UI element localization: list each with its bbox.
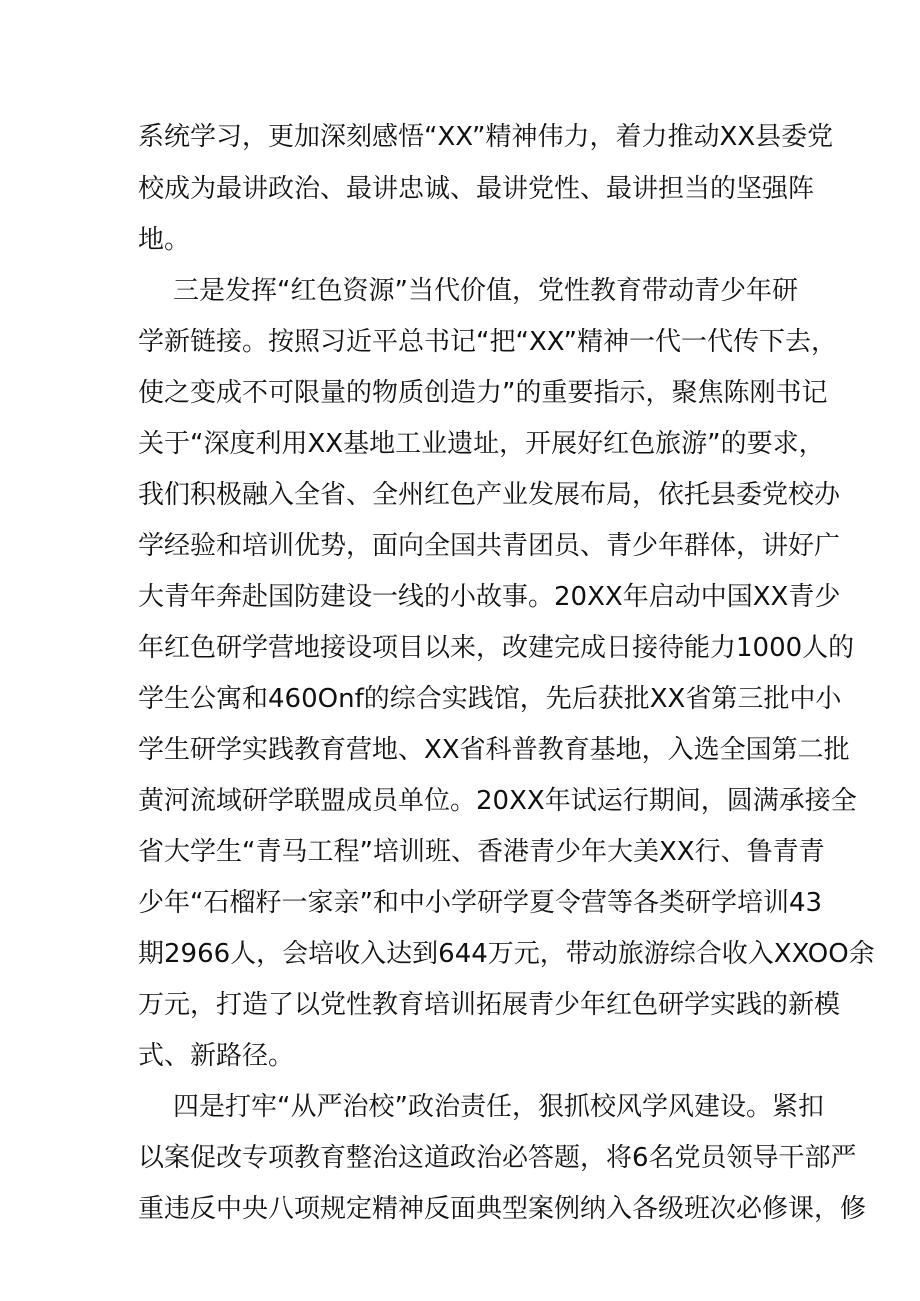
- text-line: 年红色研学营地接设项目以来，改建完成日接待能力1000人的: [138, 633, 855, 663]
- text-line: 关于“深度利用XX基地工业遗址，开展好红色旅游”的要求，: [138, 429, 825, 459]
- text-line: 三是发挥“红色资源”当代价值，党性教育带动青少年研: [173, 276, 798, 306]
- text-line: 学生公寓和460Onf的综合实践馆，先后获批XX省第三批中小: [138, 684, 842, 714]
- text-line: 大青年奔赴国防建设一线的小故事。20XX年启动中国XX青少: [138, 582, 841, 612]
- text-line: 黄河流域研学联盟成员单位。20XX年试运行期间，圆满承接全: [138, 786, 857, 816]
- text-line: 少年“石榴籽一家亲”和中小学研学夏令营等各类研学培训43: [138, 888, 823, 918]
- text-line: 校成为最讲政治、最讲忠诚、最讲党性、最讲担当的坚强阵: [138, 174, 815, 204]
- text-line: 使之变成不可限量的物质创造力”的重要指示，聚焦陈刚书记: [138, 378, 828, 408]
- text-line: 重违反中央八项规定精神反面典型案例纳入各级班次必修课，修: [138, 1194, 867, 1224]
- text-line: 省大学生“青马工程”培训班、香港青少年大美XX行、鲁青青: [138, 837, 825, 867]
- text-line: 四是打牢“从严治校”政治责任，狠抓校风学风建设。紧扣: [173, 1092, 824, 1122]
- text-line: 地。: [138, 225, 191, 255]
- text-line: 万元，打造了以党性教育培训拓展青少年红色研学实践的新模: [138, 990, 841, 1020]
- text-line: 学生研学实践教育营地、XX省科普教育基地，入选全国第二批: [138, 735, 850, 765]
- text-line: 式、新路径。: [138, 1041, 295, 1071]
- text-line: 我们积极融入全省、全州红色产业发展布局，依托县委党校办: [138, 480, 841, 510]
- text-line: 以案促改专项教育整治这道政治必答题，将6名党员领导干部严: [138, 1143, 857, 1173]
- text-line: 学经验和培训优势，面向全国共青团员、青少年群体，讲好广: [138, 531, 841, 561]
- text-line: 学新链接。按照习近平总书记“把“XX”精神一代一代传下去，: [138, 327, 837, 357]
- text-line: 系统学习，更加深刻感悟“XX”精神伟力，着力推动XX县委党: [138, 122, 834, 152]
- text-line: 期2966人，会培收入达到644万元，带动旅游综合收入XXOO余: [138, 939, 875, 969]
